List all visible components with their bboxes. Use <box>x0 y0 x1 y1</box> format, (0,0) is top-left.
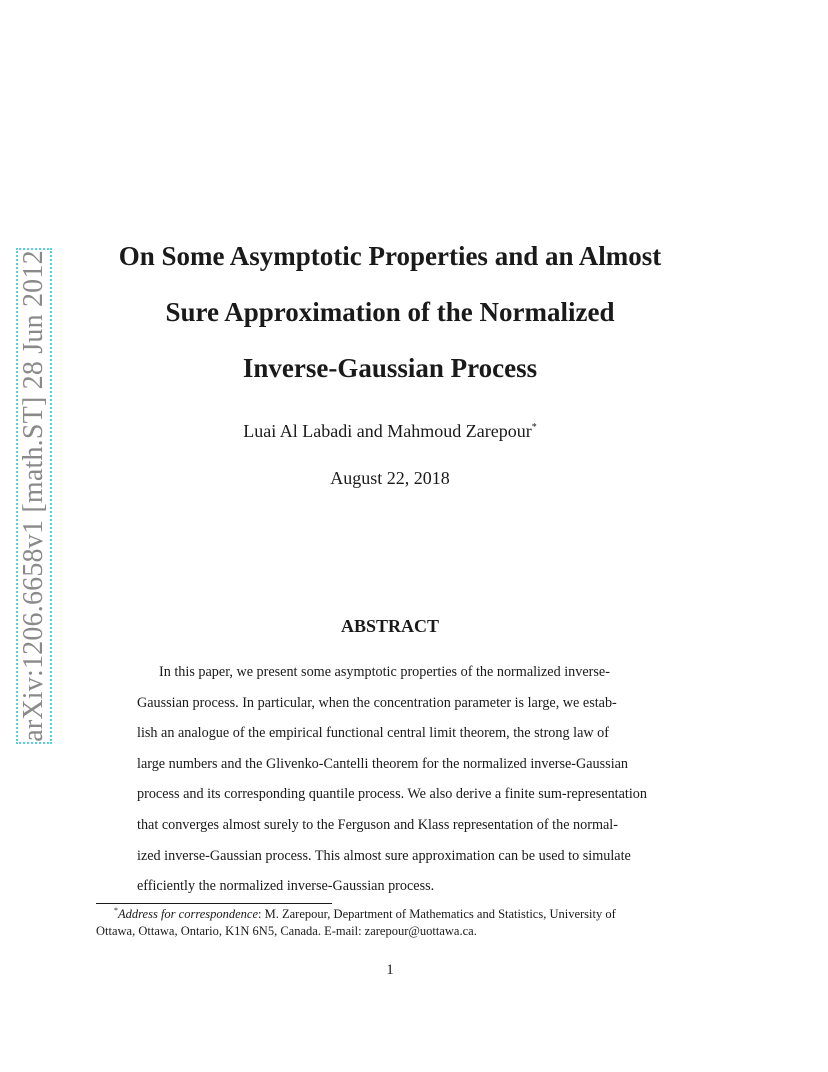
abstract-line-5: process and its corresponding quantile process. We also derive a finite sum-representation <box>137 786 647 803</box>
arxiv-stamp <box>16 248 52 744</box>
page-number: 1 <box>386 962 394 978</box>
abstract-line-3: lish an analogue of the empirical functional central limit theorem, the strong law of <box>137 725 609 742</box>
author-footnote-marker: * <box>531 422 537 433</box>
title-line-2: Sure Approximation of the Normalized <box>165 297 615 327</box>
abstract-line-8: efficiently the normalized inverse-Gaussian process. <box>137 878 435 895</box>
footnote-line-2: Ottawa, Ottawa, Ontario, K1N 6N5, Canada. E-mail: zarepour@uottawa.ca. <box>96 924 477 938</box>
authors <box>90 419 690 443</box>
footnote-label: Address for correspondence <box>118 907 259 921</box>
footnote-line-1-text: : M. Zarepour, Department of Mathematics and Statistics, University of <box>258 907 616 921</box>
paper-title <box>90 228 690 396</box>
footnote-line-1 <box>96 906 686 923</box>
footnote <box>96 906 686 940</box>
footnote-marker: * <box>114 906 118 915</box>
title-line-3: Inverse-Gaussian Process <box>242 353 538 383</box>
paper-date: August 22, 2018 <box>330 468 450 488</box>
abstract-line-4: large numbers and the Glivenko-Cantelli theorem for the normalized inverse-Gaussian <box>137 755 629 772</box>
abstract-line-7: ized inverse-Gaussian process. This almost sure approximation can be used to simulate <box>137 847 631 864</box>
abstract-line-6: that converges almost surely to the Ferguson and Klass representation of the normal- <box>137 816 618 833</box>
footnote-rule <box>96 903 332 904</box>
abstract-heading: ABSTRACT <box>340 616 440 636</box>
abstract-body <box>137 657 647 902</box>
title-line-1: On Some Asymptotic Properties and an Almost <box>118 241 662 271</box>
abstract-line-1: In this paper, we present some asymptotic properties of the normalized inverse- <box>159 664 610 680</box>
abstract-line-2: Gaussian process. In particular, when the concentration parameter is large, we estab- <box>137 694 617 711</box>
arxiv-stamp-text: arXiv:1206.6658v1 [math.ST] 28 Jun 2012 <box>18 250 49 742</box>
author-names: Luai Al Labadi and Mahmoud Zarepour <box>243 421 532 441</box>
